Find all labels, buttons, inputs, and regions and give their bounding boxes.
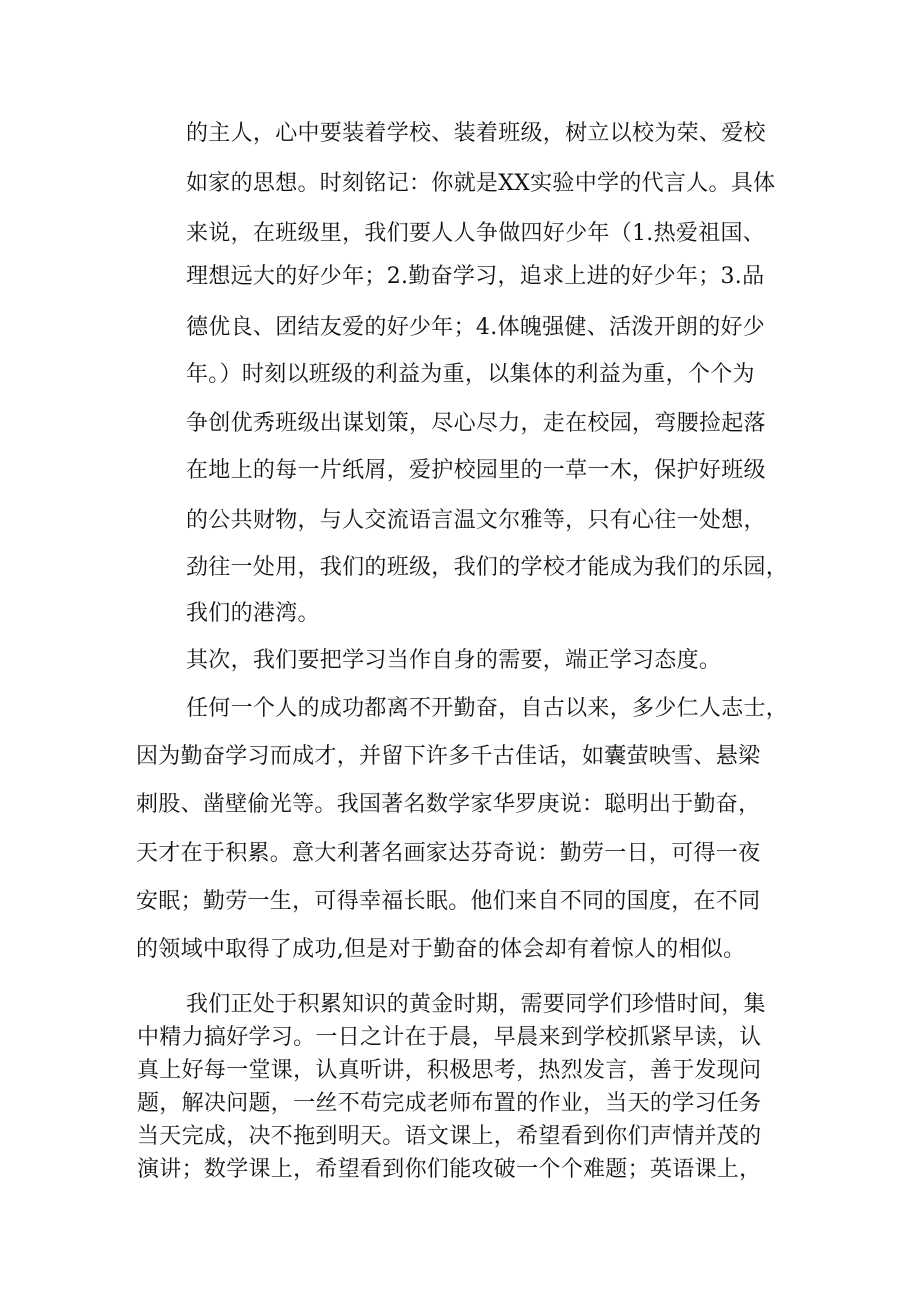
paragraph-line: 理想远大的好少年；2.勤奋学习，追求上进的好少年；3.品 xyxy=(186,264,765,289)
paragraph-line: 任何一个人的成功都离不开勤奋，自古以来，多少仁人志士， xyxy=(186,696,789,721)
paragraph-line: 争创优秀班级出谋划策，尽心尽力，走在校园，弯腰捡起落 xyxy=(186,411,766,436)
paragraph-line: 因为勤奋学习而成才，并留下许多千古佳话，如囊萤映雪、悬梁 xyxy=(136,744,761,769)
paragraph-line: 题，解决问题，一丝不苟完成老师布置的作业，当天的学习任务 xyxy=(137,1091,762,1116)
paragraph-line: 中精力搞好学习。一日之计在于晨，早晨来到学校抓紧早读，认 xyxy=(137,1025,762,1050)
paragraph-line: 刺股、凿壁偷光等。我国著名数学家华罗庚说：聪明出于勤奋， xyxy=(136,792,761,817)
paragraph-line: 年。）时刻以班级的利益为重，以集体的利益为重，个个为 xyxy=(186,362,755,387)
paragraph-line: 劲往一处用，我们的班级，我们的学校才能成为我们的乐园， xyxy=(186,555,789,580)
paragraph-line: 我们正处于积累知识的黄金时期，需要同学们珍惜时间，集 xyxy=(186,992,766,1017)
paragraph-line: 我们的港湾。 xyxy=(186,601,320,626)
paragraph-line: 当天完成，决不拖到明天。语文课上，希望看到你们声情并茂的 xyxy=(137,1124,762,1149)
paragraph-line: 来说，在班级里，我们要人人争做四好少年（1.热爱祖国、 xyxy=(186,221,766,246)
paragraph-line: 其次，我们要把学习当作自身的需要，端正学习态度。 xyxy=(186,648,722,673)
paragraph-line: 在地上的每一片纸屑，爱护校园里的一草一木，保护好班级 xyxy=(186,458,766,483)
paragraph-line: 演讲；数学课上，希望看到你们能攻破一个个难题；英语课上， xyxy=(137,1157,762,1182)
paragraph-line: 的公共财物，与人交流语言温文尔雅等，只有心往一处想， xyxy=(186,508,766,533)
paragraph-line: 如家的思想。时刻铭记：你就是XX实验中学的代言人。具体 xyxy=(186,171,776,196)
paragraph-line: 安眠；勤劳一生，可得幸福长眠。他们来自不同的国度，在不同 xyxy=(136,889,761,914)
paragraph-line: 天才在于积累。意大利著名画家达芬奇说：勤劳一日，可得一夜 xyxy=(136,841,761,866)
paragraph-line: 的主人，心中要装着学校、装着班级，树立以校为荣、爱校 xyxy=(186,121,766,146)
paragraph-line: 真上好每一堂课，认真听讲，积极思考，热烈发言，善于发现问 xyxy=(137,1058,762,1083)
paragraph-line: 德优良、团结友爱的好少年；4.体魄强健、活泼开朗的好少 xyxy=(186,315,766,340)
paragraph-line: 的领域中取得了成功,但是对于勤奋的体会却有着惊人的相似。 xyxy=(136,937,746,962)
